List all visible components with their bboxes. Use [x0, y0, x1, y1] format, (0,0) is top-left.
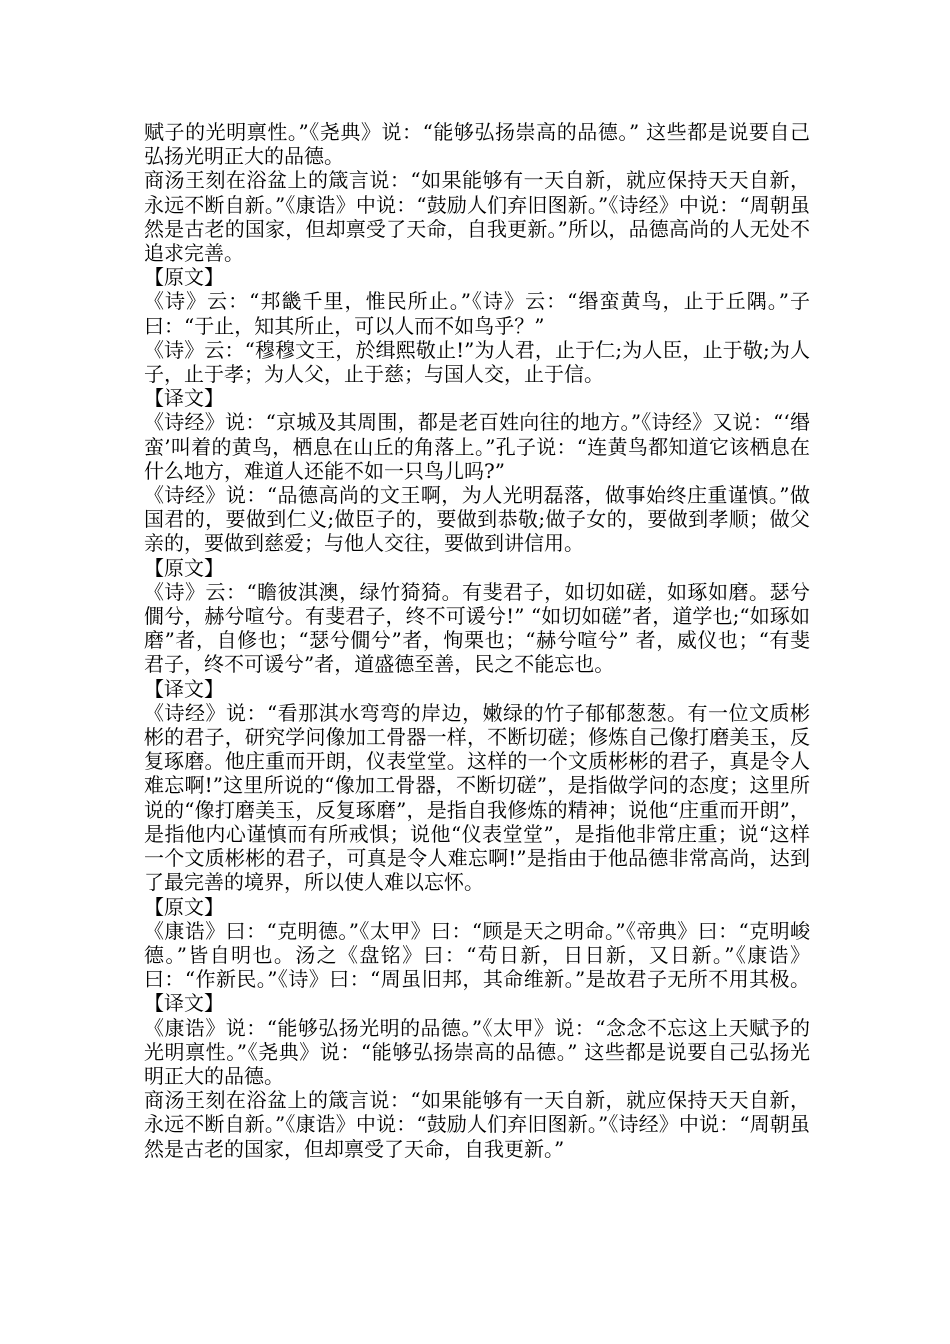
section-heading-original-2: 【原文】 — [144, 555, 224, 580]
paragraph-11: 商汤王刻在浴盆上的箴言说：“如果能够有一天自新，就应保持天天自新，永远不断自新。”《康诰》中说：“鼓励人们弃旧图新。”《诗经》中说：“周朝虽然是古老的国家，但却禀受了天命，自我更新。” — [144, 1088, 810, 1161]
section-heading-translation-1: 【译文】 — [144, 386, 224, 411]
paragraph-10: 《康诰》说：“能够弘扬光明的品德。”《太甲》说：“念念不忘这上天赋予的光明禀性。”《尧典》说：“能够弘扬崇高的品德。” 这些都是说要自己弘扬光明正大的品德。 — [144, 1015, 810, 1088]
paragraph-9: 《康诰》曰：“克明德。”《太甲》曰：“顾是天之明命。”《帝典》曰：“克明峻德。”皆自明也。汤之《盘铭》曰：“苟日新，日日新，又日新。”《康诰》曰：“作新民。”《诗》曰：“周虽旧邦，其命维新。”是故君子无所不用其极。【译文】 — [144, 918, 810, 1016]
paragraph-5: 《诗经》说：“京城及其周围，都是老百姓向往的地方。”《诗经》又说：“‘缗蛮’叫着的黄鸟，栖息在山丘的角落上。”孔子说：“连黄鸟都知道它该栖息在什么地方，难道人还能不如一只鸟儿吗?” — [144, 410, 810, 483]
paragraph-1: 赋子的光明禀性。”《尧典》说：“能够弘扬崇高的品德。” 这些都是说要自己弘扬光明正大的品德。 — [144, 120, 810, 169]
paragraph-4: 《诗》云：“穆穆文王，於缉熙敬止!”为人君，止于仁;为人臣，止于敬;为人子，止于孝；为人父，止于慈；与国人交，止于信。 — [144, 337, 810, 387]
section-heading-original-3: 【原文】 — [144, 894, 224, 919]
section-heading-original-1: 【原文】 — [144, 265, 224, 290]
paragraph-3: 《诗》云：“邦畿千里，惟民所止。”《诗》云：“缗蛮黄鸟，止于丘隅。”子曰：“于止，知其所止，可以人而不如鸟乎？” — [144, 289, 810, 338]
section-heading-translation-2: 【译文】 — [144, 676, 224, 701]
paragraph-8: 《诗经》说：“看那淇水弯弯的岸边，嫩绿的竹子郁郁葱葱。有一位文质彬彬的君子，研究学问像加工骨器一样，不断切磋；修炼自己像打磨美玉，反复琢磨。他庄重而开朗，仪表堂堂。这样的一个文质彬彬的君子，真是令人难忘啊!”这里所说的“像加工骨器，不断切磋”，是指做学问的态度；这里所说的“像打磨美玉，反复琢磨”，是指自我修炼的精神；说他“庄重而开朗”，是指他内心谨慎而有所戒惧；说他“仪表堂堂”，是指他非常庄重；说“这样一个文质彬彬的君子，可真是令人难忘啊!”是指由于他品德非常高尚，达到了最完善的境界，所以使人难以忘怀。 — [144, 700, 810, 895]
document-page — [144, 120, 810, 1161]
paragraph-7: 《诗》云：“瞻彼淇澳，绿竹猗猗。有斐君子，如切如磋，如琢如磨。瑟兮僩兮，赫兮喧兮。有斐君子，终不可谖兮!” “如切如磋”者，道学也;“如琢如磨”者，自修也；“瑟兮僩兮”者，恂栗也；“赫兮喧兮” 者，威仪也；“有斐君子，终不可谖兮”者，道盛德至善，民之不能忘也。 — [144, 579, 810, 677]
paragraph-6: 《诗经》说：“品德高尚的文王啊，为人光明磊落，做事始终庄重谨慎。”做国君的，要做到仁义;做臣子的，要做到恭敬;做子女的，要做到孝顺；做父亲的，要做到慈爱；与他人交往，要做到讲信用。 — [144, 483, 810, 556]
paragraph-2: 商汤王刻在浴盆上的箴言说：“如果能够有一天自新，就应保持天天自新，永远不断自新。”《康诰》中说：“鼓励人们弃旧图新。”《诗经》中说：“周朝虽然是古老的国家，但却禀受了天命，自我更新。”所以，品德高尚的人无处不追求完善。 — [144, 168, 810, 266]
